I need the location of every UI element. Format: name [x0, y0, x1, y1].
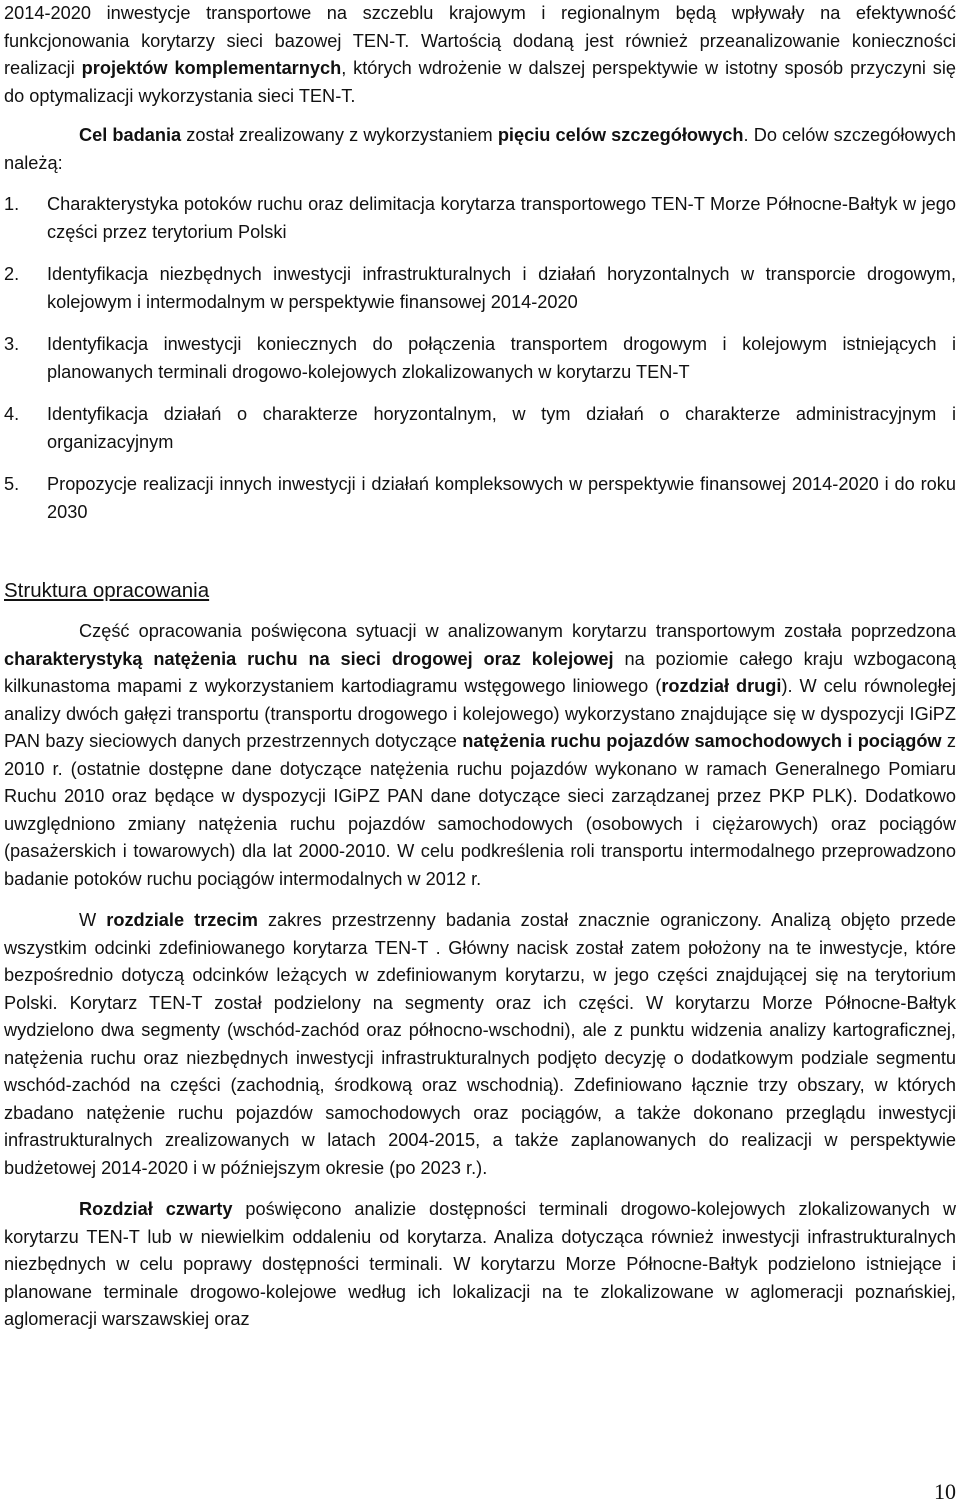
- paragraph-chapter-three: [4, 907, 956, 1182]
- paragraph-text: Część opracowania poświęcona sytuacji w analizowanym korytarzu transportowym została poprzedzona: [79, 621, 956, 641]
- list-item-number: 2.: [4, 264, 20, 284]
- list-item-number: 3.: [4, 334, 20, 354]
- paragraph-bold: charakterystyką natężenia ruchu na sieci drogowej oraz kolejowej: [4, 648, 614, 669]
- intro-text-1: 2014-2020 inwestycje transportowe na szczeblu krajowym i regionalnym będą wpływały na efektywność funkcjonowania korytarzy sieci bazowej TEN-T. Wartością dodaną jest również przeanalizowanie konieczności realizacji: [4, 3, 956, 78]
- goals-lead-text-2: . Do celów szczegółowych należą:: [4, 125, 956, 173]
- paragraph-text: zakres przestrzenny badania został znacznie ograniczony. Analizą objęto przede wszystkim odcinki zdefiniowanego korytarza TEN-T . Główny nacisk został zatem położony na te inwestycje, które bezpośrednio dotyczą odcinków leżących w zdefiniowanym korytarzu, w jego części znajdującej się na terytorium Polski. Korytarz TEN-T został podzielony na segmenty oraz ich części. W korytarzu Morze Północne-Bałtyk wydzielono dwa segmenty (wschód-zachód oraz północno-wschodni), ale z punktu widzenia analizy kartograficznej, natężenia ruchu oraz niezbędnych inwestycji infrastrukturalnych podjęto decyzję o dodatkowym podziale segmentu wschód-zachód na części (zachodnią, środkową oraz wschodnią). Zdefiniowano łącznie trzy obszary, w których zbadano natężenie ruchu pojazdów samochodowych oraz pociągów, a także dokonano przeglądu inwestycji infrastrukturalnych zrealizowanych w latach 2004-2015, a także zaplanowanych do realizacji w perspektywie budżetowej 2014-2020 i w późniejszym okresie (po 2023 r.).: [4, 910, 956, 1178]
- paragraph-text: z 2010 r. (ostatnie dostępne dane dotyczące natężenia ruchu pojazdów wykonano w ramach Generalnego Pomiaru Ruchu 2010 oraz będące w dyspozycji IGiPZ PAN dane dotyczące sieci zarządzanej przez PKP PLK). Dodatkowo uwzględniono zmiany natężenia ruchu pojazdów samochodowych (osobowych i ciężarowych) oraz pociągów (pasażerskich i towarowych) dla lat 2000-2010. W celu podkreślenia roli transportu intermodalnego przeprowadzono badanie potoków ruchu pociągów intermodalnych w 2012 r.: [4, 731, 956, 889]
- paragraph-text: W: [79, 910, 107, 930]
- list-item-text: Identyfikacja inwestycji koniecznych do połączenia transportem drogowym i kolejowym istniejących i planowanych terminali drogowo-kolejowych zlokalizowanych w korytarzu TEN-T: [47, 334, 956, 382]
- list-item-number: 1.: [4, 194, 20, 214]
- list-item: [4, 471, 956, 526]
- paragraph-bold: natężenia ruchu pojazdów samochodowych i pociągów: [462, 731, 942, 751]
- goals-lead-bold-1: Cel badania: [79, 125, 182, 145]
- document-page: [4, 0, 956, 1334]
- list-item: [4, 331, 956, 386]
- paragraph-chapter-two: [4, 618, 956, 893]
- paragraph-bold: Rozdział czwarty: [79, 1199, 233, 1219]
- goals-lead-text-1: został zrealizowany z wykorzystaniem: [181, 125, 498, 145]
- intro-paragraph: [4, 0, 956, 110]
- list-item: [4, 191, 956, 246]
- intro-bold-complementary-projects: projektów komplementarnych: [81, 58, 342, 78]
- list-item-text: Identyfikacja działań o charakterze horyzontalnym, w tym działań o charakterze administracyjnym i organizacyjnym: [47, 404, 956, 452]
- paragraph-bold: rozdziale trzecim: [106, 910, 258, 930]
- goals-list: [4, 191, 956, 526]
- list-item: [4, 401, 956, 456]
- paragraph-bold: rozdział drugi: [661, 676, 782, 696]
- list-item-text: Propozycje realizacji innych inwestycji i działań kompleksowych w perspektywie finansowej 2014-2020 i do roku 2030: [47, 474, 956, 522]
- list-item-number: 4.: [4, 404, 20, 424]
- paragraph-text: ). W celu równoległej analizy dwóch gałęzi transportu (transportu drogowego i kolejowego) wykorzystano znajdujące się w dyspozycji IGiPZ PAN bazy sieciowych danych przestrzennych dotyczące: [4, 676, 956, 751]
- paragraph-text: na poziomie całego kraju wzbogaconą kilkunastoma mapami z wykorzystaniem kartodiagramu wstęgowego liniowego (: [4, 648, 956, 696]
- goals-lead-bold-2: pięciu celów szczegółowych: [497, 125, 744, 145]
- paragraph-chapter-four: [4, 1196, 956, 1334]
- list-item-text: Charakterystyka potoków ruchu oraz delimitacja korytarza transportowego TEN-T Morze Północne-Bałtyk w jego części przez terytorium Polski: [47, 194, 956, 242]
- list-item-number: 5.: [4, 474, 20, 494]
- goals-lead-paragraph: [4, 122, 956, 177]
- page-number: 10: [934, 1479, 956, 1504]
- list-item-text: Identyfikacja niezbędnych inwestycji infrastrukturalnych i działań horyzontalnych w transporcie drogowym, kolejowym i intermodalnym w perspektywie finansowej 2014-2020: [47, 264, 956, 312]
- list-item: [4, 261, 956, 316]
- paragraph-text: poświęcono analizie dostępności terminali drogowo-kolejowych zlokalizowanych w korytarzu TEN-T lub w niewielkim oddaleniu od korytarza. Analiza dotycząca również inwestycji infrastrukturalnych niezbędnych w celu poprawy dostępności terminali. W korytarzu Morze Północne-Bałtyk podzielono istniejące i planowane terminale drogowo-kolejowe według ich lokalizacji na te zlokalizowane w aglomeracji poznańskiej, aglomeracji warszawskiej oraz: [4, 1199, 956, 1329]
- section-heading-structure: Struktura opracowania: [4, 579, 210, 602]
- intro-text-2: , których wdrożenie w dalszej perspektywie w istotny sposób przyczyni się do optymalizacji wykorzystania sieci TEN-T.: [4, 58, 957, 106]
